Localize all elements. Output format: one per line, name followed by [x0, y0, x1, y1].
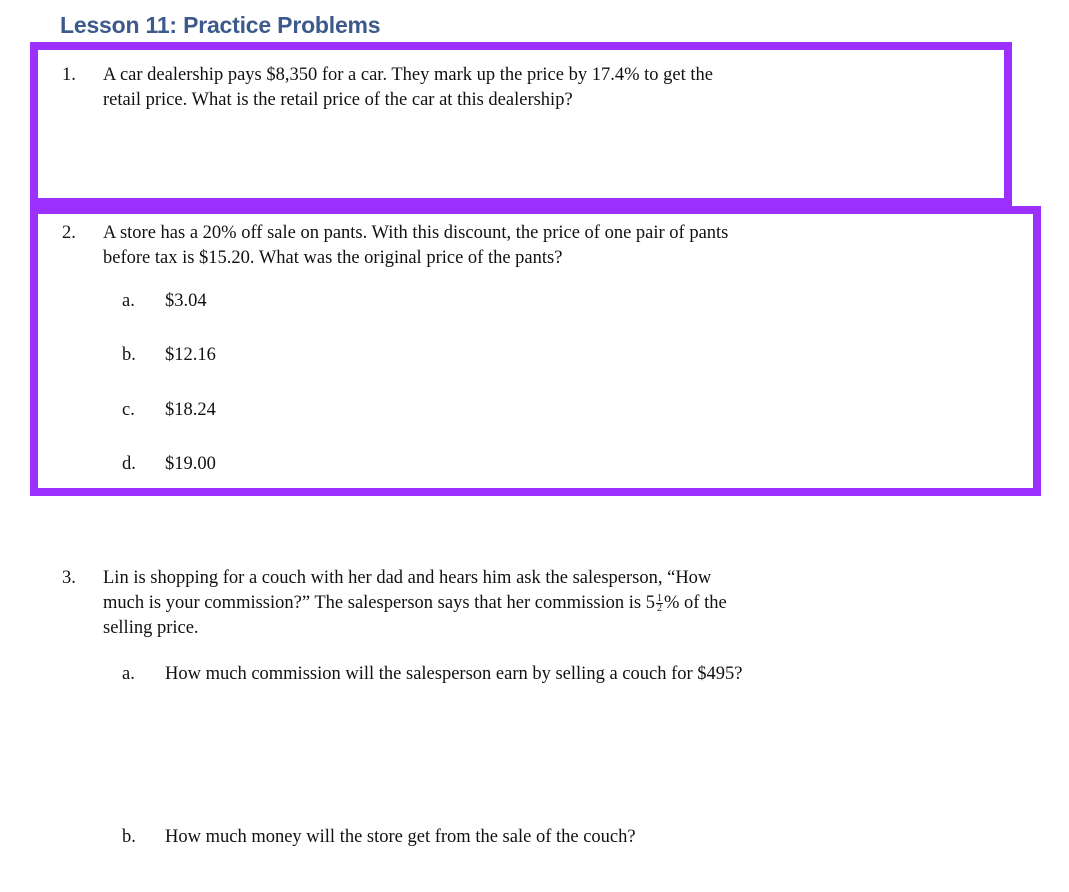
problem-2-text: [103, 221, 903, 271]
option-text: $3.04: [165, 291, 207, 311]
problem-3-text: [103, 566, 903, 641]
problem-number: 3.: [62, 568, 76, 588]
problem-line: before tax is $15.20. What was the original price of the pants?: [103, 248, 563, 268]
problem-line: selling price.: [103, 618, 199, 638]
page-title: Lesson 11: Practice Problems: [60, 12, 381, 38]
option-letter: b.: [122, 345, 136, 365]
problem-number: 1.: [62, 65, 76, 85]
problem-1-text: [103, 63, 903, 113]
option-letter: d.: [122, 454, 136, 474]
option-letter: a.: [122, 291, 135, 311]
part-letter: a.: [122, 664, 135, 684]
problem-line: [103, 591, 903, 616]
commission-fraction: [656, 594, 663, 613]
part-text: How much commission will the salesperson earn by selling a couch for $495?: [165, 664, 743, 684]
part-letter: b.: [122, 827, 136, 847]
problem-line: A store has a 20% off sale on pants. With this discount, the price of one pair of pants: [103, 223, 729, 243]
option-text: $12.16: [165, 345, 216, 365]
problem-line: A car dealership pays $8,350 for a car. They mark up the price by 17.4% to get the: [103, 65, 713, 85]
fraction-numerator: 1: [657, 593, 663, 605]
option-text: $19.00: [165, 454, 216, 474]
fraction-denominator: 2: [657, 603, 663, 615]
commission-whole: 5: [645, 593, 656, 613]
problem-line-text: much is your commission?” The salesperson says that her commission is: [103, 593, 642, 613]
option-letter: c.: [122, 400, 135, 420]
part-text: How much money will the store get from the sale of the couch?: [165, 827, 636, 847]
problem-number: 2.: [62, 223, 76, 243]
problem-line: retail price. What is the retail price of the car at this dealership?: [103, 90, 573, 110]
problem-line: Lin is shopping for a couch with her dad and hears him ask the salesperson, “How: [103, 568, 712, 588]
commission-suffix: % of the: [664, 593, 727, 613]
option-text: $18.24: [165, 400, 216, 420]
